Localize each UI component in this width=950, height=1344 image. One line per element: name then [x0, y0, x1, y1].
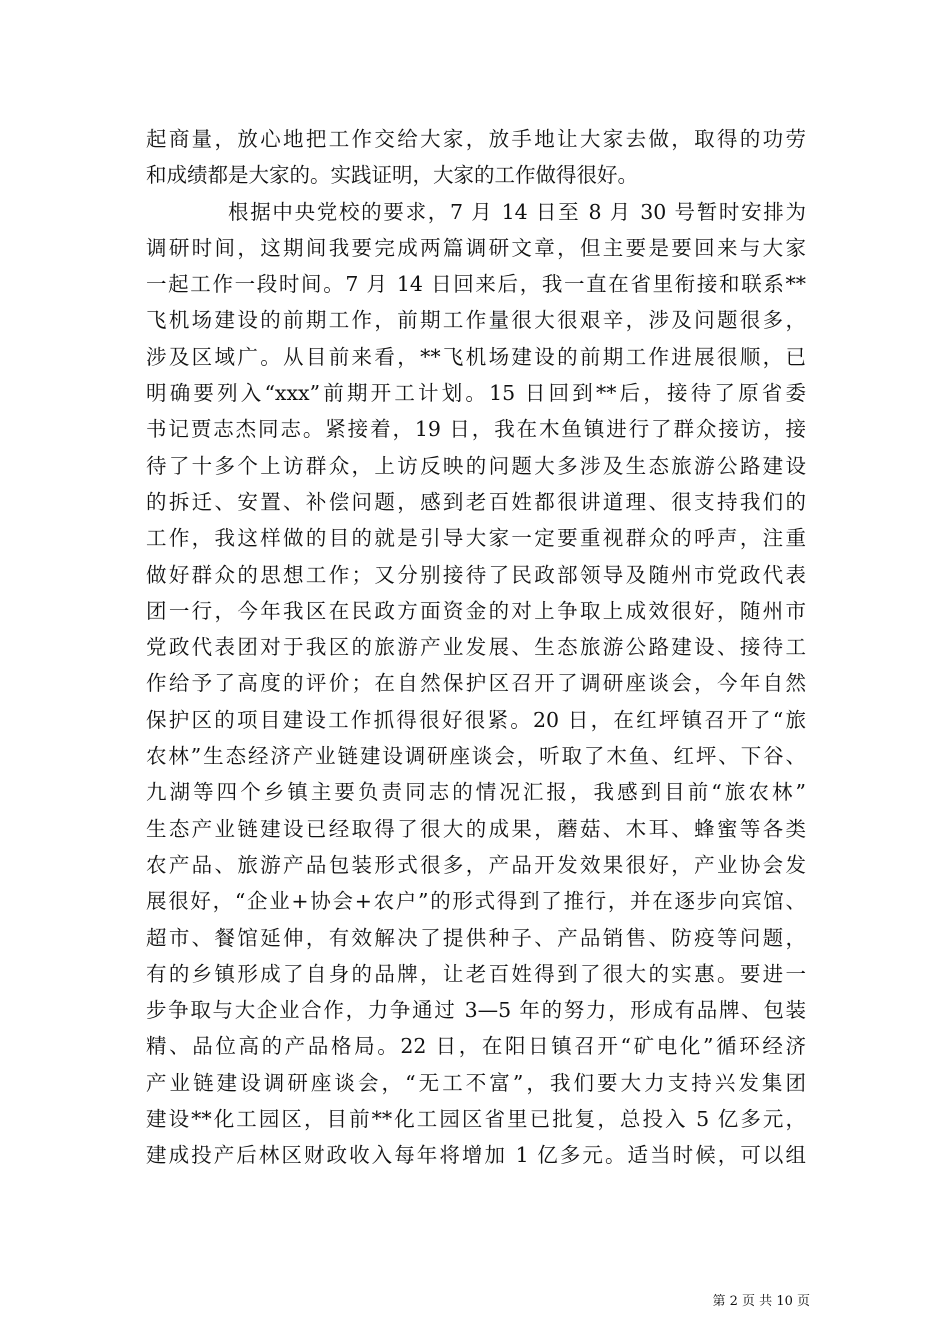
- text-line: 涉及区域广。从目前来看，**飞机场建设的前期工作进展很顺，已: [146, 344, 806, 369]
- body-text: [146, 121, 806, 1174]
- text-line: 的拆迁、安置、补偿问题，感到老百姓都很讲道理、很支持我们的: [146, 489, 806, 514]
- text-line: 建成投产后林区财政收入每年将增加 1 亿多元。适当时候，可以组: [146, 1143, 806, 1168]
- text-line: 步争取与大企业合作，力争通过 3—5 年的努力，形成有品牌、包装: [146, 998, 806, 1023]
- text-line: 作给予了高度的评价；在自然保护区召开了调研座谈会，今年自然: [146, 671, 806, 696]
- text-line: 一起工作一段时间。7 月 14 日回来后，我一直在省里衔接和联系**: [146, 272, 806, 297]
- text-line: 生态产业链建设已经取得了很大的成果，蘑菇、木耳、蜂蜜等各类: [146, 816, 806, 841]
- text-line: 待了十多个上访群众，上访反映的问题大多涉及生态旅游公路建设: [146, 453, 806, 478]
- text-line: 产业链建设调研座谈会，“无工不富”，我们要大力支持兴发集团: [146, 1070, 806, 1095]
- text-line: 调研时间，这期间我要完成两篇调研文章，但主要是要回来与大家: [146, 235, 806, 260]
- text-line: 明确要列入“xxx”前期开工计划。15 日回到**后，接待了原省委: [146, 381, 806, 406]
- text-line: 农产品、旅游产品包装形式很多，产品开发效果很好，产业协会发: [146, 852, 806, 877]
- paragraph-start-line: 根据中央党校的要求，7 月 14 日至 8 月 30 号暂时安排为: [228, 199, 806, 224]
- text-line: 团一行，今年我区在民政方面资金的对上争取上成效很好，随州市: [146, 598, 806, 623]
- text-line: 有的乡镇形成了自身的品牌，让老百姓得到了很大的实惠。要进一: [146, 961, 806, 986]
- text-line: 农林”生态经济产业链建设调研座谈会，听取了木鱼、红坪、下谷、: [146, 744, 806, 769]
- text-line: 精、品位高的产品格局。22 日，在阳日镇召开“矿电化”循环经济: [146, 1034, 806, 1059]
- text-line: 书记贾志杰同志。紧接着，19 日，我在木鱼镇进行了群众接访，接: [146, 417, 806, 442]
- text-line: 保护区的项目建设工作抓得很好很紧。20 日，在红坪镇召开了“旅: [146, 707, 806, 732]
- text-line: 和成绩都是大家的。实践证明，大家的工作做得很好。: [146, 163, 638, 188]
- text-line: 起商量，放心地把工作交给大家，放手地让大家去做，取得的功劳: [146, 127, 806, 151]
- text-line: 飞机场建设的前期工作，前期工作量很大很艰辛，涉及问题很多，: [146, 308, 806, 333]
- text-line: 党政代表团对于我区的旅游产业发展、生态旅游公路建设、接待工: [146, 635, 806, 660]
- text-line: 做好群众的思想工作；又分别接待了民政部领导及随州市党政代表: [146, 562, 806, 587]
- text-line: 建设**化工园区，目前**化工园区省里已批复，总投入 5 亿多元，: [146, 1107, 806, 1132]
- page-footer: 第 2 页 共 10 页: [712, 1294, 810, 1309]
- text-line: 展很好，“企业+协会+农户”的形式得到了推行，并在逐步向宾馆、: [146, 889, 806, 914]
- text-line: 超市、餐馆延伸，有效解决了提供种子、产品销售、防疫等问题，: [146, 925, 806, 950]
- text-line: 工作，我这样做的目的就是引导大家一定要重视群众的呼声，注重: [146, 526, 806, 551]
- text-line: 九湖等四个乡镇主要负责同志的情况汇报，我感到目前“旅农林”: [146, 780, 806, 805]
